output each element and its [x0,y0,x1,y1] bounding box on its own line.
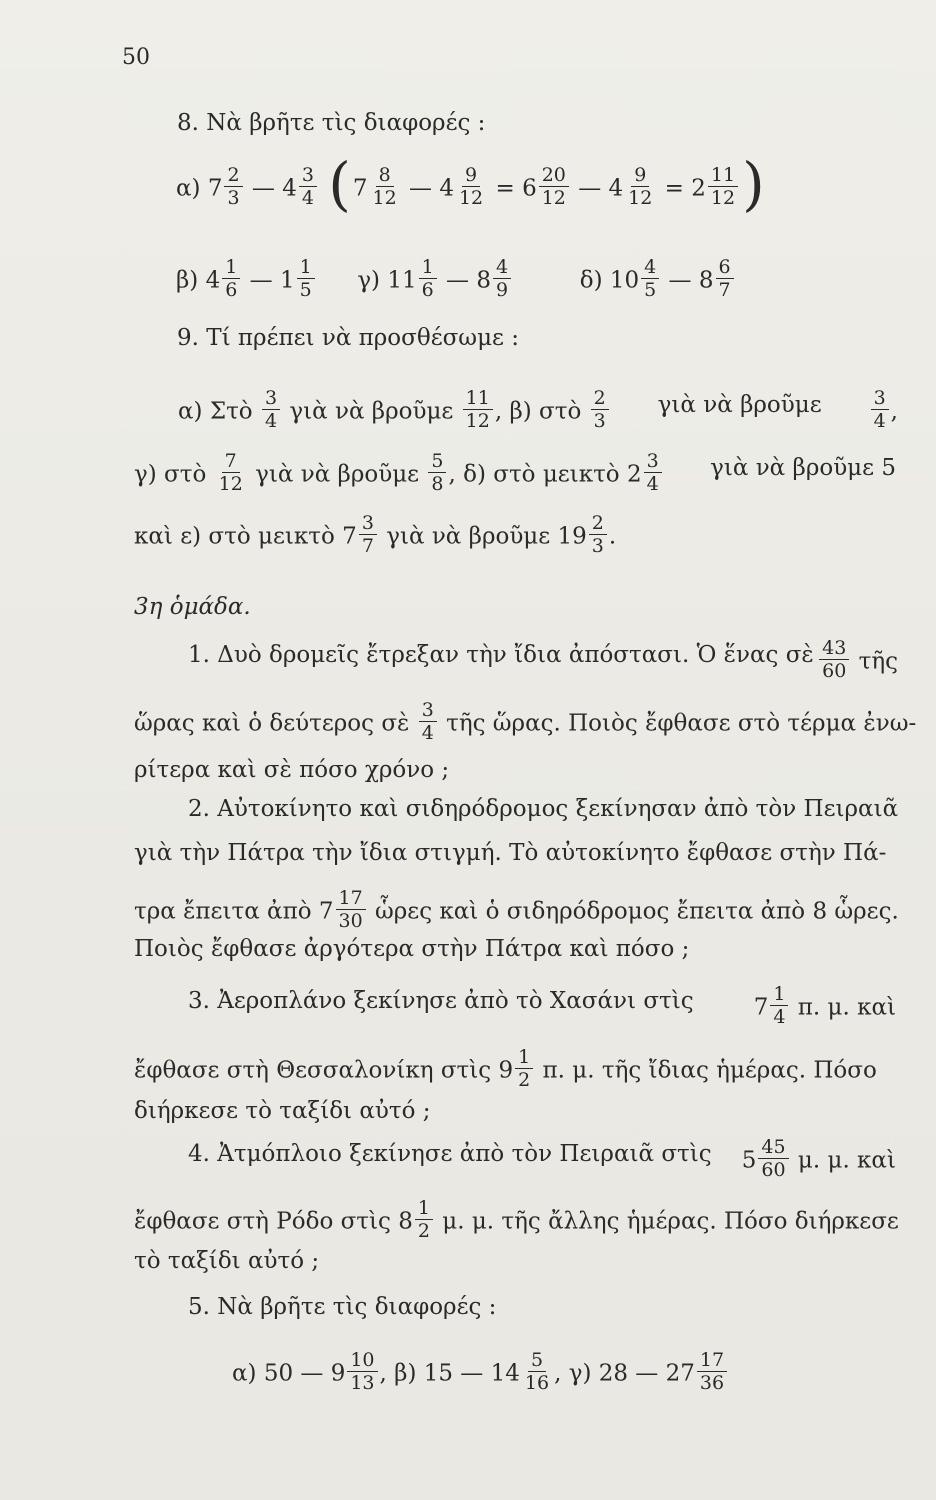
fraction: $\frac{1}{6}$ [419,256,437,301]
page-number: 50 [122,45,150,70]
fraction: $\frac{1}{4}$ [770,983,788,1028]
fraction: $\frac{3}{7}$ [359,512,377,557]
fraction: $\frac{17}{30}$ [336,887,366,932]
ex9-line-1: α) Στὸ $\frac{3}{4}$ γιὰ νὰ βροῦμε $\frac{11}{12}$ , β) στὸ $\frac{2}{3}$ γιὰ νὰ βροῦμε $\frac{3}{4}$ , [178,387,898,432]
fraction: $\frac{2}{3}$ [589,512,607,557]
problem-1-line-2: ὥρας καὶ ὁ δεύτερος σὲ $\frac{3}{4}$ τῆς ὥρας. Ποιὸς ἔφθασε στὸ τέρμα ἐνω- [134,699,917,744]
problem-3-line-1: 3. Ἀεροπλάνο ξεκίνησε ἀπὸ τὸ Χασάνι στὶς 7 $\frac{1}{4}$ π. μ. καὶ [188,983,896,1028]
fraction: $\frac{2}{3}$ [591,387,609,432]
fraction: $\frac{11}{12}$ [708,164,738,209]
section-heading: 3η ὁμάδα. [134,594,251,620]
problem-2-line-1: 2. Αὐτοκίνητο καὶ σιδηρόδρομος ξεκίνησαν ἀπὸ τὸν Πειραιᾶ [188,796,899,822]
problem-3-line-3: διήρκεσε τὸ ταξίδι αὐτό ; [134,1098,431,1124]
problem-1-line-1: 1. Δυὸ δρομεῖς ἔτρεξαν τὴν ἴδια ἀπόστασι. Ὁ ἕνας σὲ $\frac{43}{60}$ τῆς [188,637,898,682]
fraction: $\frac{5}{8}$ [428,450,446,495]
ex8-line-bgd: β) 4 $\frac{1}{6}$ — 1 $\frac{1}{5}$ γ) 11 $\frac{1}{6}$ — 8 $\frac{4}{9}$ δ) 10 $\frac{4}{5}$ — 8 $\frac{6}{7}$ [176,259,936,304]
fraction: $\frac{43}{60}$ [819,637,849,682]
problem-2-line-2: γιὰ τὴν Πάτρα τὴν ἴδια στιγμή. Τὸ αὐτοκίνητο ἔφθασε στὴν Πά- [134,840,887,866]
fraction: $\frac{2}{3}$ [224,164,242,209]
fraction: $\frac{3}{4}$ [299,164,317,209]
fraction: $\frac{11}{12}$ [463,387,493,432]
fraction: $\frac{17}{36}$ [697,1349,727,1394]
fraction: $\frac{1}{5}$ [297,256,315,301]
problem-4-line-1: 4. Ἀτμόπλοιο ξεκίνησε ἀπὸ τὸν Πειραιᾶ στὶς 5 $\frac{45}{60}$ μ. μ. καὶ [188,1136,896,1181]
ex8-title: 8. Νὰ βρῆτε τὶς διαφορές : [177,110,486,136]
ex9-title: 9. Τί πρέπει νὰ προσθέσωμε : [177,325,519,351]
problem-4-line-2: ἔφθασε στὴ Ρόδο στὶς 8 $\frac{1}{2}$ μ. μ. τῆς ἄλλης ἡμέρας. Πόσο διήρκεσε [134,1197,899,1242]
problem-5-line: α) 50 — 9 $\frac{10}{13}$ , β) 15 — 14 $\frac{5}{16}$ , γ) 28 — 27 $\frac{17}{36}$ [232,1352,936,1397]
problem-4-line-3: τὸ ταξίδι αὐτό ; [134,1248,320,1274]
problem-2-line-3: τρα ἔπειτα ἀπὸ 7 $\frac{17}{30}$ ὧρες καὶ ὁ σιδηρόδρομος ἔπειτα ἀπὸ 8 ὧρες. [134,887,899,932]
fraction: $\frac{45}{60}$ [758,1136,788,1181]
problem-2-line-4: Ποιὸς ἔφθασε ἀργότερα στὴν Πάτρα καὶ πόσο ; [134,936,690,962]
problem-5-title: 5. Νὰ βρῆτε τὶς διαφορές : [188,1294,497,1320]
fraction: $\frac{1}{6}$ [222,256,240,301]
fraction: $\frac{7}{12}$ [218,450,243,495]
fraction: $\frac{3}{4}$ [419,699,437,744]
fraction: $\frac{3}{4}$ [871,387,889,432]
fraction: $\frac{3}{4}$ [262,387,280,432]
fraction: $\frac{5}{16}$ [524,1349,550,1394]
ex8-line-a: α) 7 $\frac{2}{3}$ — 4 $\frac{3}{4}$ (7 $\frac{8}{12}$ — 4 $\frac{9}{12}$ = 6 $\frac{20}{12}$ — 4 $\frac{9}{12}$ = 2 $\frac{11}{12}$ ) [176,149,765,218]
fraction: $\frac{1}{2}$ [415,1197,433,1242]
fraction: $\frac{4}{5}$ [641,256,659,301]
fraction: $\frac{10}{13}$ [347,1349,377,1394]
ex9-line-3: καὶ ε) στὸ μεικτὸ 7 $\frac{3}{7}$ γιὰ νὰ βροῦμε 19 $\frac{2}{3}$ . [134,512,617,557]
fraction: $\frac{9}{12}$ [458,164,484,209]
fraction: $\frac{8}{12}$ [372,164,397,209]
fraction: $\frac{4}{9}$ [493,256,511,301]
problem-3-line-2: ἔφθασε στὴ Θεσσαλονίκη στὶς 9 $\frac{1}{2}$ π. μ. τῆς ἴδιας ἡμέρας. Πόσο [134,1046,877,1091]
problem-1-line-3: ρίτερα καὶ σὲ πόσο χρόνο ; [134,757,450,783]
ex9-line-2: γ) στὸ $\frac{7}{12}$ γιὰ νὰ βροῦμε $\frac{5}{8}$ , δ) στὸ μεικτὸ 2 $\frac{3}{4}$ γιὰ νὰ βροῦμε 5 [134,450,896,495]
fraction: $\frac{6}{7}$ [716,256,734,301]
fraction: $\frac{3}{4}$ [644,450,662,495]
fraction: $\frac{20}{12}$ [539,164,569,209]
fraction: $\frac{9}{12}$ [628,164,653,209]
fraction: $\frac{1}{2}$ [515,1046,533,1091]
